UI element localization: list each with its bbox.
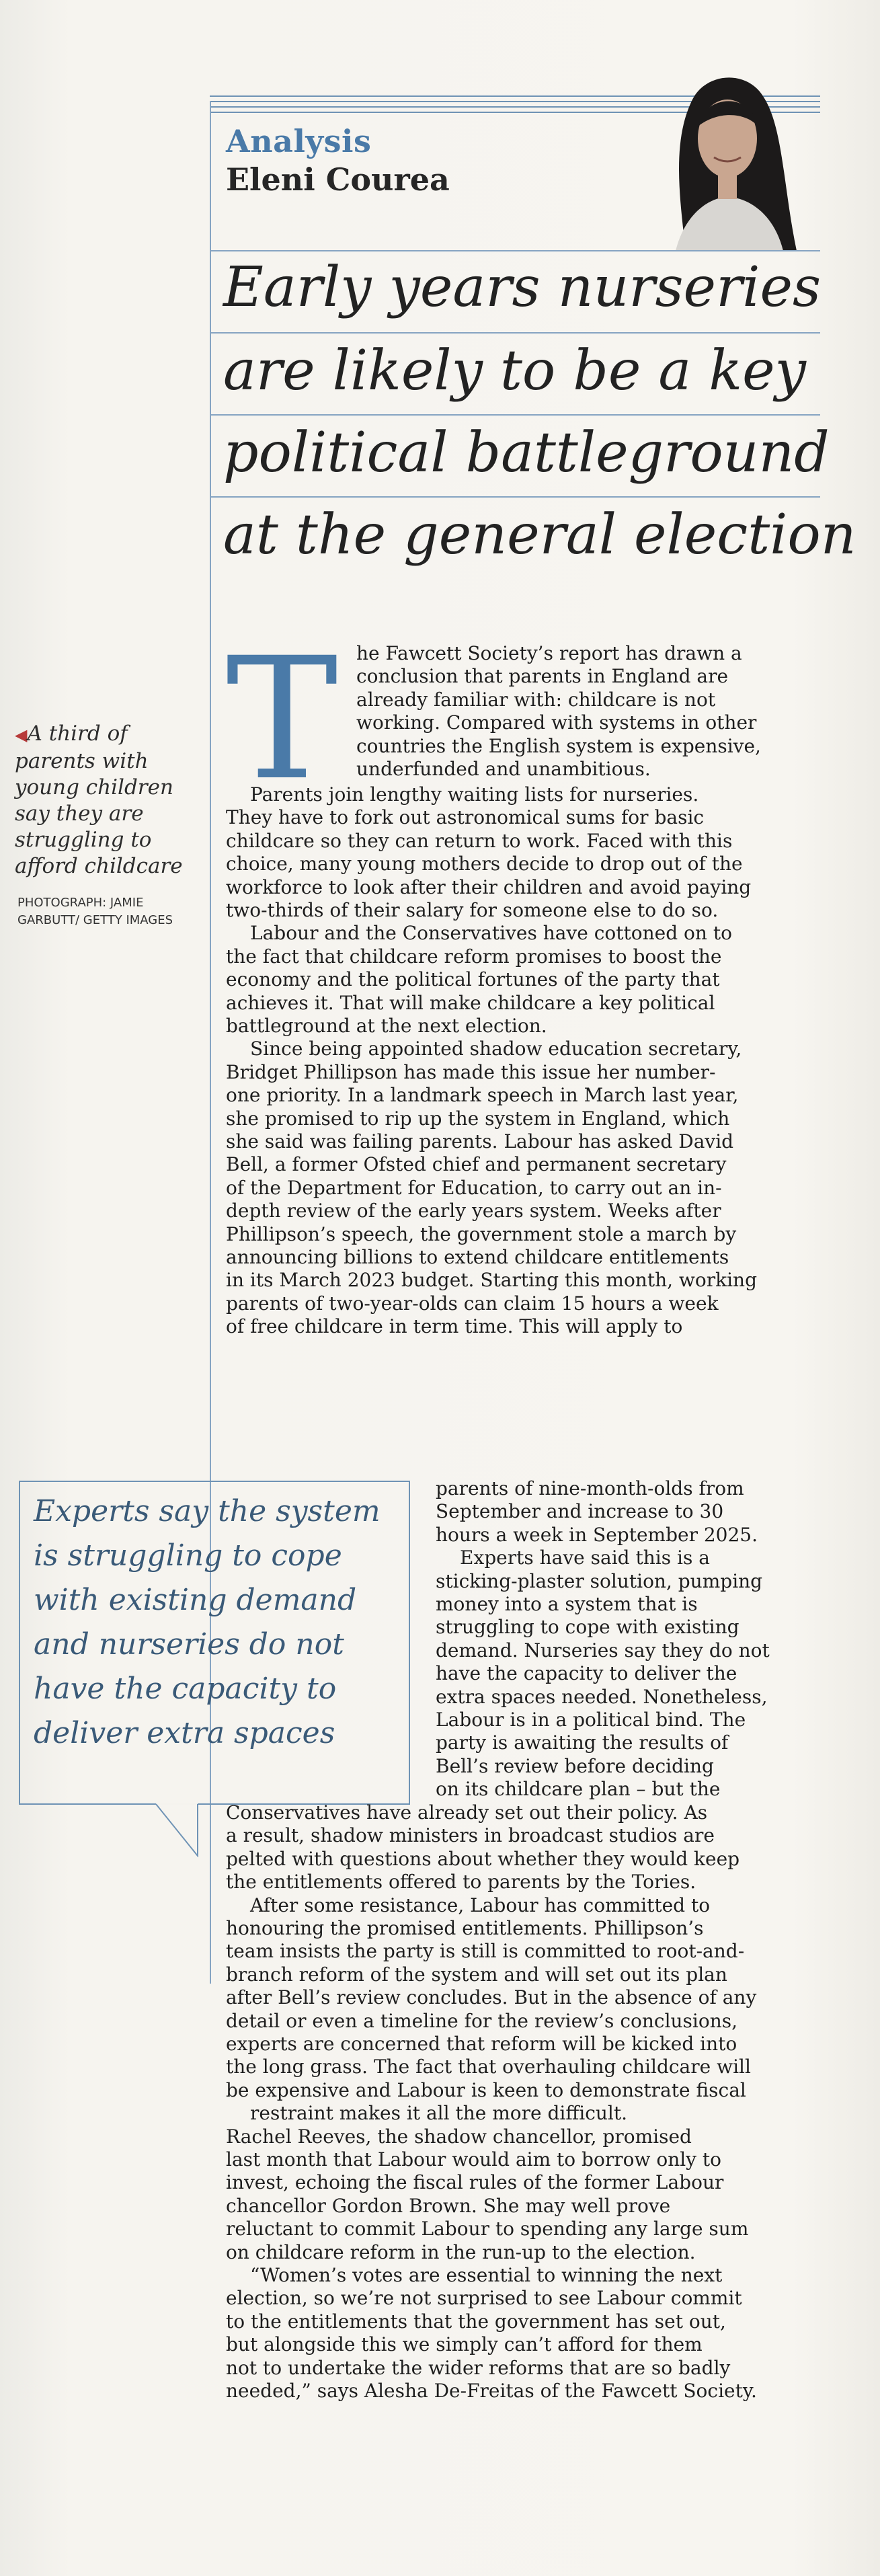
author-byline: Eleni Courea: [226, 161, 450, 198]
pull-quote-line: Experts say the system: [34, 1494, 381, 1528]
article-line: she said was failing parents. Labour has asked David: [226, 1130, 734, 1153]
article-line: battleground at the next election.: [226, 1015, 547, 1037]
article-line: Phillipson’s speech, the government stole a march by: [226, 1223, 737, 1245]
article-line: invest, echoing the fiscal rules of the former Labour: [226, 2171, 724, 2193]
article-line: choice, many young mothers decide to drop out of the: [226, 853, 743, 875]
article-line: on its childcare plan – but the: [436, 1778, 721, 1800]
article-line: be expensive and Labour is keen to demonstrate fiscal: [226, 2079, 746, 2101]
caption-text: A third of parents with young children say they are struggling to afford childcare: [15, 721, 183, 878]
article-line: parents of two-year-olds can claim 15 hours a week: [226, 1292, 719, 1315]
article-line: Parents join lengthy waiting lists for nurseries.: [250, 783, 699, 806]
article-line: but alongside this we simply can’t afford for them: [226, 2333, 703, 2355]
article-line: of free childcare in term time. This will apply to: [226, 1315, 683, 1337]
photo-credit: PHOTOGRAPH: JAMIE GARBUTT/ GETTY IMAGES: [17, 896, 173, 927]
article-line: he Fawcett Society’s report has drawn a: [356, 642, 742, 664]
section-kicker: Analysis: [226, 123, 372, 159]
article-line: Conservatives have already set out their policy. As: [226, 1801, 708, 1824]
article-line: Bell, a former Ofsted chief and permanent secretary: [226, 1153, 727, 1175]
article-line: to the entitlements that the government has set out,: [226, 2310, 726, 2333]
headline-rule: [210, 496, 820, 498]
headline-line: at the general election: [223, 503, 856, 567]
pull-quote-line: have the capacity to: [34, 1672, 337, 1706]
article-line: Labour is in a political bind. The: [436, 1709, 746, 1731]
article-line: restraint makes it all the more difficult.: [250, 2102, 628, 2124]
article-line: needed,” says Alesha De-Freitas of the Fawcett Society.: [226, 2380, 757, 2402]
article-line: Rachel Reeves, the shadow chancellor, promised: [226, 2125, 692, 2148]
pull-quote-pointer: [153, 1803, 200, 1857]
pull-quote-line: is struggling to cope: [34, 1538, 342, 1573]
article-line: one priority. In a landmark speech in March last year,: [226, 1084, 739, 1106]
article-line: not to undertake the wider reforms that are so badly: [226, 2357, 731, 2379]
headline-line: political battleground: [223, 421, 830, 485]
article-line: experts are concerned that reform will be kicked into: [226, 2033, 737, 2055]
article-line: the entitlements offered to parents by the Tories.: [226, 1871, 696, 1893]
article-line: she promised to rip up the system in England, which: [226, 1107, 730, 1130]
article-line: struggling to cope with existing: [436, 1616, 739, 1638]
photo-caption: [15, 721, 196, 880]
article-line: September and increase to 30: [436, 1500, 724, 1522]
author-portrait: [639, 59, 813, 251]
article-line: two-thirds of their salary for someone else to do so.: [226, 899, 719, 921]
headline-line: Early years nurseries: [223, 256, 822, 319]
article-line: election, so we’re not surprised to see Labour commit: [226, 2287, 742, 2309]
article-line: the fact that childcare reform promises to boost the: [226, 945, 722, 968]
article-line: chancellor Gordon Brown. She may well prove: [226, 2195, 671, 2217]
article-line: working. Compared with systems in other: [356, 711, 757, 734]
article-line: Experts have said this is a: [460, 1547, 710, 1569]
article-line: a result, shadow ministers in broadcast studios are: [226, 1824, 715, 1846]
article-line: the long grass. The fact that overhauling childcare will: [226, 2056, 751, 2078]
article-line: after Bell’s review concludes. But in the absence of any: [226, 1986, 757, 2008]
article-line: parents of nine-month-olds from: [436, 1477, 744, 1499]
article-line: Labour and the Conservatives have cottoned on to: [250, 922, 732, 944]
article-line: branch reform of the system and will set out its plan: [226, 1963, 727, 1986]
article-line: After some resistance, Labour has committed to: [250, 1894, 711, 1916]
article-line: “Women’s votes are essential to winning the next: [250, 2264, 723, 2286]
article-line: pelted with questions about whether they would keep: [226, 1848, 740, 1870]
article-line: have the capacity to deliver the: [436, 1662, 737, 1684]
caption-arrow-icon: ◀: [15, 726, 28, 744]
pull-quote-line: with existing demand: [34, 1583, 357, 1617]
article-line: party is awaiting the results of: [436, 1731, 729, 1754]
article-line: team insists the party is still is committed to root-and-: [226, 1940, 745, 1962]
pull-quote-line: deliver extra spaces: [34, 1716, 335, 1750]
drop-cap: T: [226, 621, 338, 817]
article-line: detail or even a timeline for the review’s conclusions,: [226, 2010, 738, 2032]
article-line: achieves it. That will make childcare a key political: [226, 992, 715, 1014]
article-line: announcing billions to extend childcare entitlements: [226, 1246, 729, 1268]
article-line: hours a week in September 2025.: [436, 1524, 758, 1546]
article-line: economy and the political fortunes of the party that: [226, 968, 720, 990]
article-line: in its March 2023 budget. Starting this month, working: [226, 1269, 758, 1291]
article-line: on childcare reform in the run-up to the election.: [226, 2241, 696, 2263]
article-line: reluctant to commit Labour to spending any large sum: [226, 2218, 749, 2240]
article-line: childcare so they can return to work. Faced with this: [226, 830, 733, 852]
article-line: of the Department for Education, to carry out an in-: [226, 1177, 722, 1199]
article-line: sticking-plaster solution, pumping: [436, 1570, 763, 1592]
article-line: already familiar with: childcare is not: [356, 689, 716, 711]
headline-rule: [210, 250, 820, 251]
article-line: Bridget Phillipson has made this issue her number-: [226, 1061, 716, 1083]
article-line: countries the English system is expensive,: [356, 735, 761, 757]
article-line: Since being appointed shadow education secretary,: [250, 1038, 742, 1060]
article-line: demand. Nurseries say they do not: [436, 1639, 770, 1662]
article-line: honouring the promised entitlements. Phillipson’s: [226, 1917, 704, 1939]
article-line: last month that Labour would aim to borrow only to: [226, 2148, 722, 2171]
article-line: Bell’s review before deciding: [436, 1755, 714, 1777]
pull-quote-line: and nurseries do not: [34, 1627, 344, 1662]
article-line: money into a system that is: [436, 1593, 698, 1615]
article-line: workforce to look after their children and avoid paying: [226, 876, 752, 898]
article-line: conclusion that parents in England are: [356, 665, 729, 687]
headline-rule: [210, 332, 820, 334]
headline-rule: [210, 414, 820, 416]
headline-line: are likely to be a key: [223, 339, 806, 403]
pull-quote-border: [19, 1803, 156, 1805]
article-line: extra spaces needed. Nonetheless,: [436, 1686, 768, 1708]
article-line: underfunded and unambitious.: [356, 758, 651, 780]
article-line: They have to fork out astronomical sums for basic: [226, 806, 705, 828]
article-line: depth review of the early years system. Weeks after: [226, 1200, 721, 1222]
